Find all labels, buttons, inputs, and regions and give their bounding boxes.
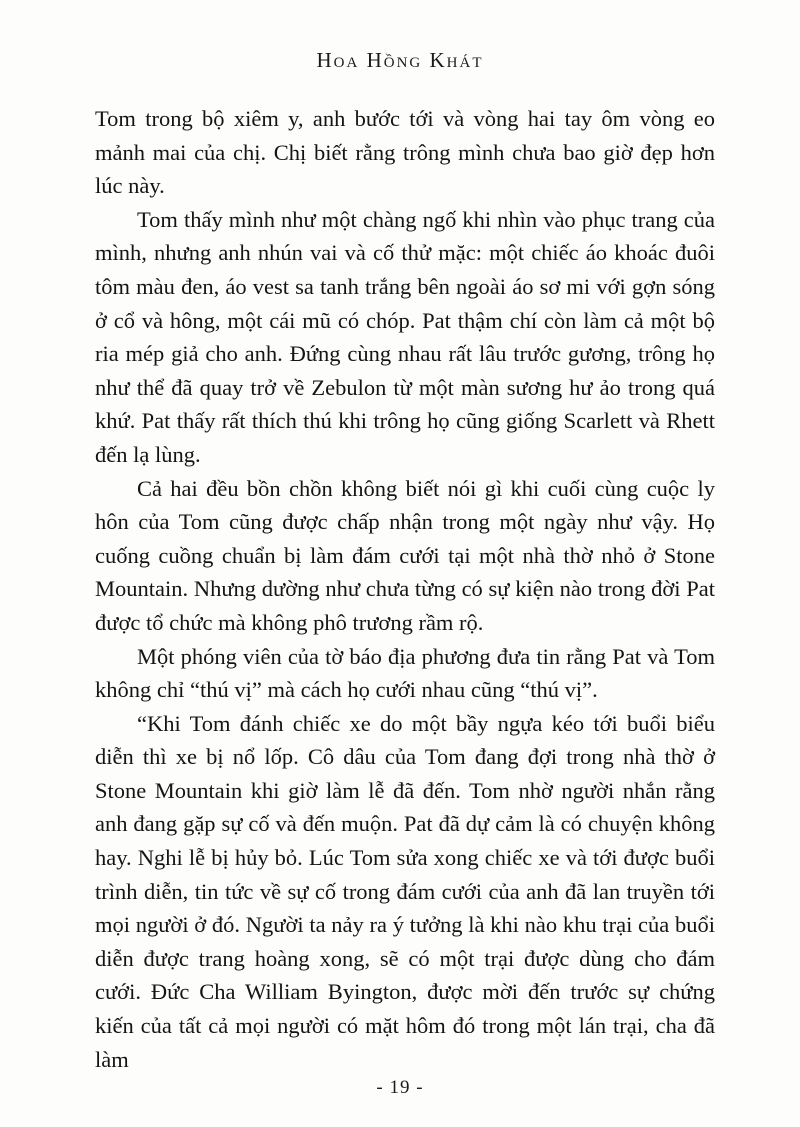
running-header: Hoa Hồng Khát — [316, 48, 484, 72]
paragraph: Cả hai đều bồn chồn không biết nói gì khi cuối cùng cuộc ly hôn của Tom cũng được chấp nhận trong một ngày như vậy. Họ cuống cuồng chuẩn bị làm đám cưới tại một nhà thờ nhỏ ở Stone Mountain. Nhưng dường như chưa từng có sự kiện nào trong đời Pat được tổ chức mà không phô trương rầm rộ. — [95, 475, 715, 635]
paragraph: “Khi Tom đánh chiếc xe do một bầy ngựa kéo tới buổi biểu diễn thì xe bị nổ lốp. Cô dâu của Tom đang đợi trong nhà thờ ở Stone Mountain khi giờ làm lễ đã đến. Tom nhờ người nhắn rằng anh đang gặp sự cố và đến muộn. Pat đã dự cảm là có chuyện không hay. Nghi lễ bị hủy bỏ. Lúc Tom sửa xong chiếc xe và tới được buổi trình diễn, tin tức về sự cố trong đám cưới của anh đã lan truyền tới mọi người ở đó. Người ta nảy ra ý tưởng là khi nào khu trại của buổi diễn được trang hoàng xong, sẽ có một trại được dùng cho đám cưới. Đức Cha William Byington, được mời đến trước sự chứng kiến của tất cả mọi người có mặt hôm đó trong một lán trại, cha đã làm — [95, 710, 715, 1072]
paragraph: Tom trong bộ xiêm y, anh bước tới và vòng hai tay ôm vòng eo mảnh mai của chị. Chị biết rằng trông mình chưa bao giờ đẹp hơn lúc này. — [95, 106, 715, 199]
page-body — [95, 102, 715, 1076]
paragraph: Một phóng viên của tờ báo địa phương đưa tin rằng Pat và Tom không chỉ “thú vị” mà cách họ cưới nhau cũng “thú vị”. — [95, 643, 715, 703]
paragraph: Tom thấy mình như một chàng ngố khi nhìn vào phục trang của mình, nhưng anh nhún vai và cố thử mặc: một chiếc áo khoác đuôi tôm màu đen, áo vest sa tanh trắng bên ngoài áo sơ mi với gợn sóng ở cổ và hông, một cái mũ có chóp. Pat thậm chí còn làm cả một bộ ria mép giả cho anh. Đứng cùng nhau rất lâu trước gương, trông họ như thể đã quay trở về Zebulon từ một màn sương hư ảo trong quá khứ. Pat thấy rất thích thú khi trông họ cũng giống Scarlett và Rhett đến lạ lùng. — [95, 206, 715, 467]
page-number: - 19 - — [376, 1077, 424, 1098]
